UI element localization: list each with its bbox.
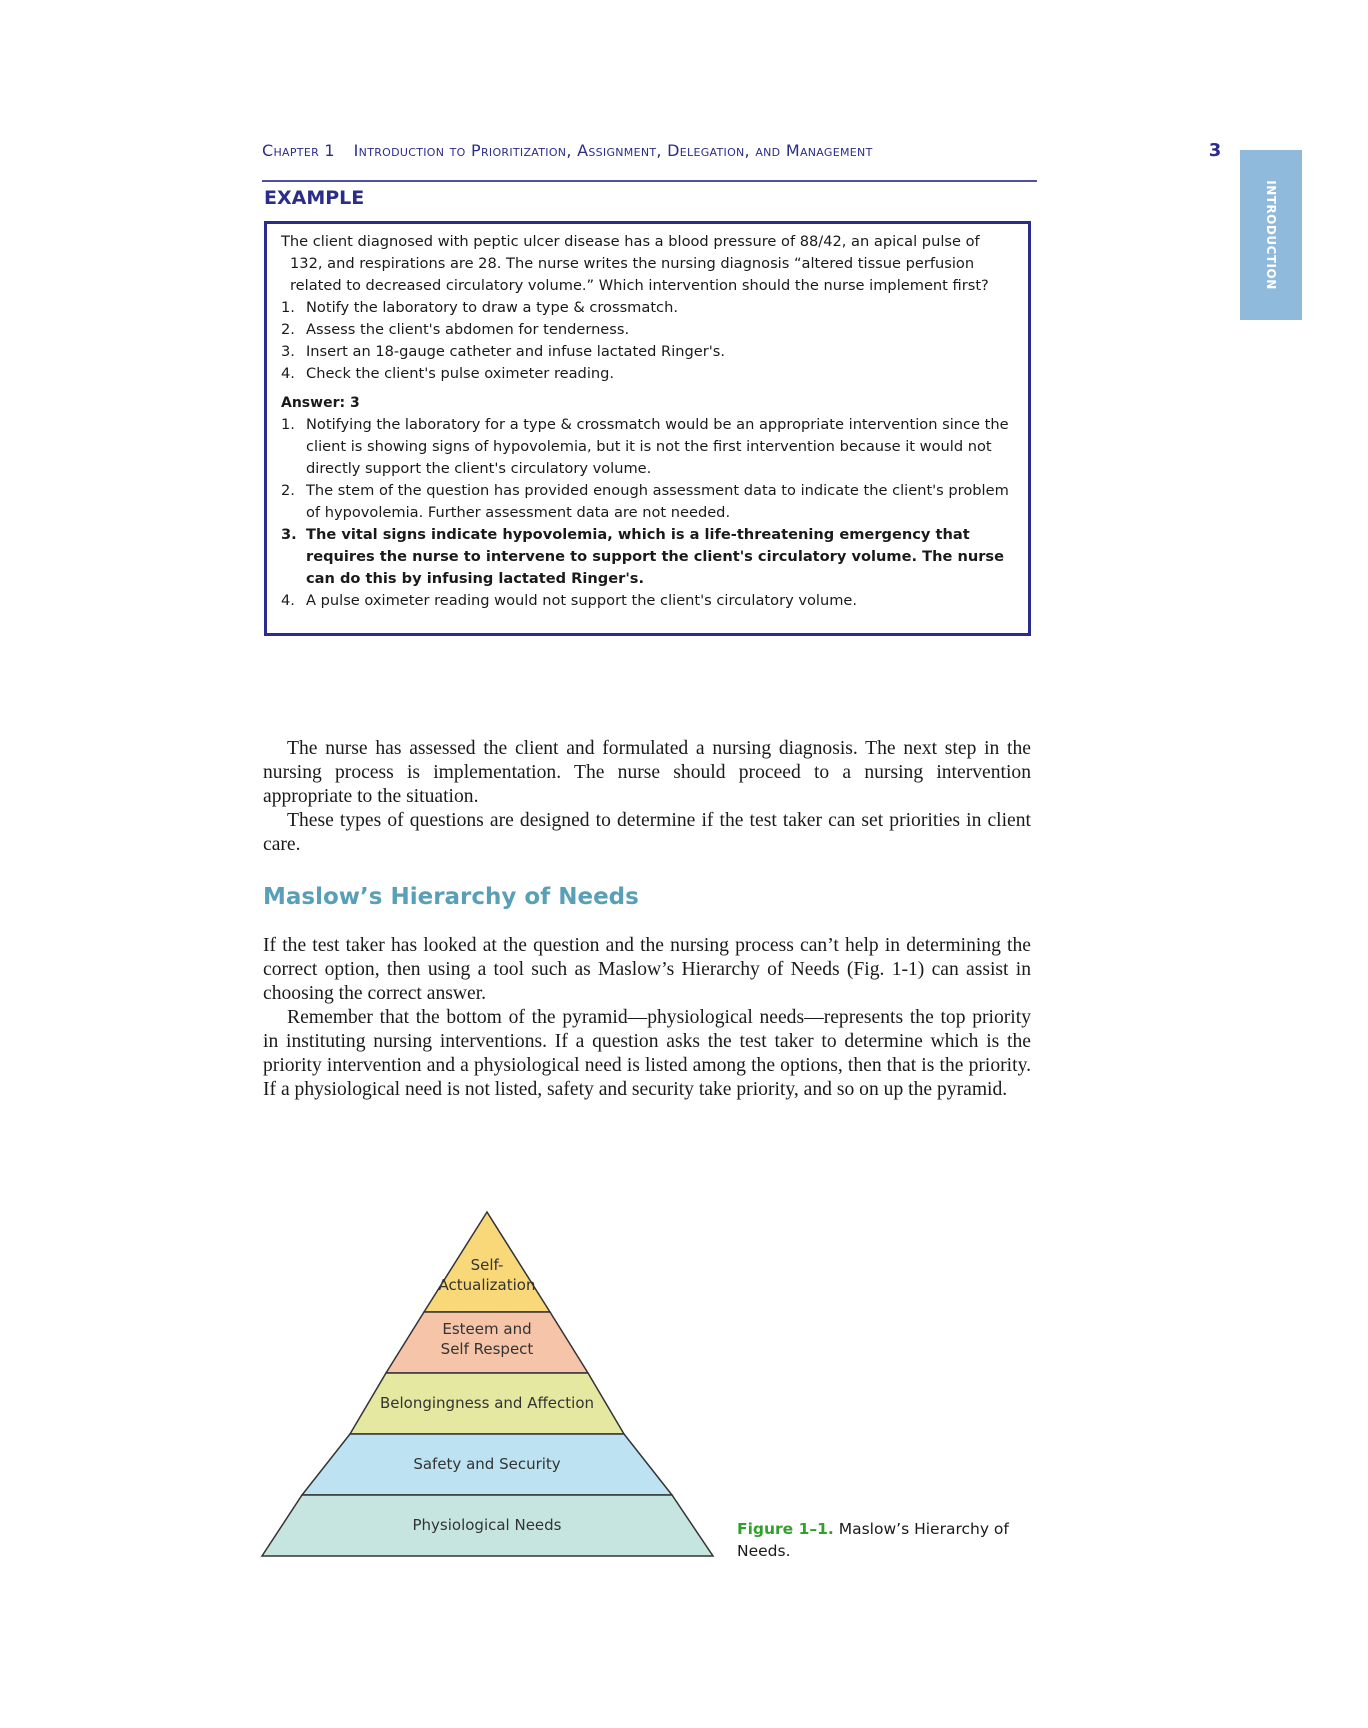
level-label: Belongingness and Affection xyxy=(379,1394,595,1412)
chapter-title: Introduction to Prioritization, Assignment, Delegation, and Management xyxy=(353,141,873,160)
level-label: Self- xyxy=(470,1256,504,1274)
rationale-list xyxy=(281,414,1014,612)
option-item: 3. Insert an 18-gauge catheter and infuse lactated Ringer's. xyxy=(281,343,725,360)
side-tab xyxy=(1240,150,1302,320)
rationale-item-correct: 3. The vital signs indicate hypovolemia, which is a life-threatening emergency that requires the nurse to intervene to support the client's circulatory volume. The nurse can do this by infusing lactated Ringer's. xyxy=(281,526,1005,587)
level-label: Esteem and xyxy=(442,1320,532,1338)
body-paragraph: These types of questions are designed to determine if the test taker can set priorities in client care. xyxy=(263,810,1031,855)
maslow-pyramid xyxy=(250,1200,730,1580)
answer-label: Answer: 3 xyxy=(281,395,360,411)
body-paragraph: Remember that the bottom of the pyramid—physiological needs—represents the top priority in instituting nursing interventions. If a question asks the test taker to determine which is the priority intervention and a physiological need is listed among the options, then that is the priority. If a physiological need is not listed, safety and security take priority, and so on up the pyramid. xyxy=(263,1007,1031,1100)
body-block-2 xyxy=(263,934,1031,1102)
figure-caption-label: Figure 1–1. xyxy=(737,1520,834,1538)
rationale-item: 1. Notifying the laboratory for a type & crossmatch would be an appropriate intervention since the client is showing signs of hypovolemia, but it is not the first intervention because it would not directly support the client's circulatory volume. xyxy=(281,416,1009,477)
rationale-item: 4. A pulse oximeter reading would not support the client's circulatory volume. xyxy=(281,592,858,609)
level-label: Self Respect xyxy=(440,1340,534,1358)
body-paragraph: If the test taker has looked at the question and the nursing process can’t help in determining the correct option, then using a tool such as Maslow’s Hierarchy of Needs (Fig. 1-1) can assist in choosing the correct answer. xyxy=(263,935,1031,1004)
figure-caption xyxy=(737,1518,1037,1562)
option-item: 1. Notify the laboratory to draw a type & crossmatch. xyxy=(281,299,678,316)
header-rule xyxy=(262,180,1037,182)
level-label: Actualization xyxy=(438,1276,536,1294)
option-list xyxy=(281,297,1014,385)
body-block-1 xyxy=(263,737,1031,857)
level-label: Physiological Needs xyxy=(412,1516,562,1534)
level-label: Safety and Security xyxy=(413,1455,561,1473)
figure-caption-text: Maslow’s Hierarchy of Needs. xyxy=(737,1520,1009,1560)
option-item: 4. Check the client's pulse oximeter reading. xyxy=(281,365,615,382)
page-number: 3 xyxy=(1208,140,1222,161)
example-box xyxy=(264,221,1031,636)
running-header xyxy=(262,141,1037,163)
option-item: 2. Assess the client's abdomen for tenderness. xyxy=(281,321,630,338)
question-stem: The client diagnosed with peptic ulcer disease has a blood pressure of 88/42, an apical pulse of 132, and respirations are 28. The nurse writes the nursing diagnosis “altered tissue perfusion related to decreased circulatory volume.” Which intervention should the nurse implement first? xyxy=(281,233,989,294)
side-tab-label: INTRODUCTION xyxy=(1264,180,1278,290)
body-paragraph: The nurse has assessed the client and formulated a nursing diagnosis. The next step in the nursing process is implementation. The nurse should proceed to a nursing intervention appropriate to the situation. xyxy=(263,738,1031,807)
chapter-label: Chapter 1 xyxy=(262,141,335,160)
rationale-item: 2. The stem of the question has provided enough assessment data to indicate the client's problem of hypovolemia. Further assessment data are not needed. xyxy=(281,482,1009,521)
example-label: EXAMPLE xyxy=(264,187,365,209)
section-heading: Maslow’s Hierarchy of Needs xyxy=(263,884,639,910)
